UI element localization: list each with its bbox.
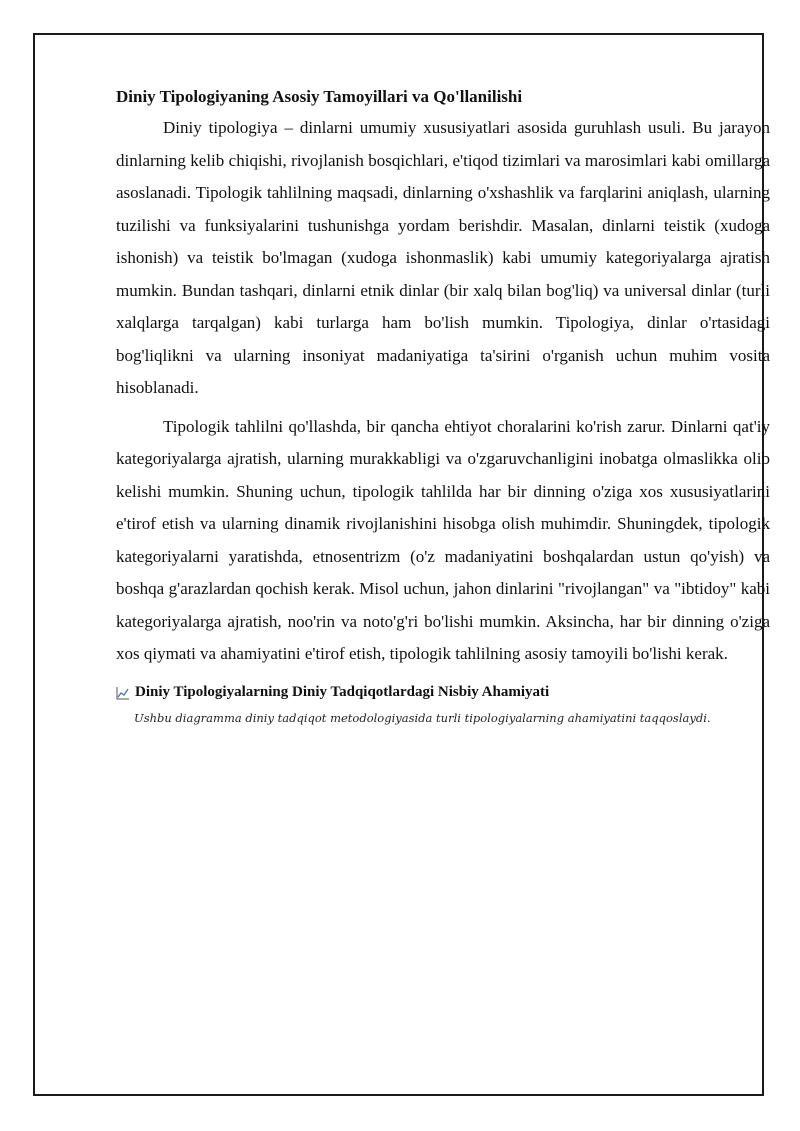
chart-subtitle: Ushbu diagramma diniy tadqiqot metodologiyasida turli tipologiyalarning ahamiyatini taqqoslaydi. xyxy=(134,710,711,725)
chart-caption xyxy=(116,681,770,703)
line-chart-icon xyxy=(116,685,130,699)
section-heading: Diniy Tipologiyaning Asosiy Tamoyillari va Qo'llanilishi xyxy=(116,87,523,106)
paragraph-2: Tipologik tahlilni qo'llashda, bir qancha ehtiyot choralarini ko'rish zarur. Dinlarni qat'iy kategoriyalarga ajratish, ularning murakkabligi va o'zgaruvchanligini inobatga olmaslikka olib kelishi mumkin. Shuning uchun, tipologik tahlilda har bir dinning o'ziga xos xususiyatlarini e'tirof etish va ularning dinamik rivojlanishini hisobga olish muhimdir. Shuningdek, tipologik kategoriyalarni yaratishda, etnosentrizm (o'z madaniyatini boshqalardan ustun qo'yish) va boshqa g'arazlardan qochish kerak. Misol uchun, jahon dinlarini "rivojlangan" va "ibtidoy" kabi kategoriyalarga ajratish, noo'rin va noto'g'ri bo'lishi mumkin. Aksincha, har bir dinning o'ziga xos qiymati va ahamiyatini e'tirof etish, tipologik tahlilning asosiy tamoyili bo'lishi kerak. xyxy=(116,416,770,663)
document-body xyxy=(116,84,770,727)
chart-title: Diniy Tipologiyalarning Diniy Tadqiqotlardagi Nisbiy Ahamiyati xyxy=(135,683,550,700)
paragraph-1: Diniy tipologiya – dinlarni umumiy xususiyatlari asosida guruhlash usuli. Bu jarayon dinlarning kelib chiqishi, rivojlanish bosqichlari, e'tiqod tizimlari va marosimlari kabi omillarga asoslanadi. Tipologik tahlilning maqsadi, dinlarning o'xshashlik va farqlarini aniqlash, ularning tuzilishi va funksiyalarini tushunishga yordam berishdir. Masalan, dinlarni teistik (xudoga ishonish) va teistik bo'lmagan (xudoga ishonmaslik) kabi umumiy kategoriyalarga ajratish mumkin. Bundan tashqari, dinlarni etnik dinlar (bir xalq bilan bog'liq) va universal dinlar (turli xalqlarga tarqalgan) kabi turlarga ham bo'lish mumkin. Tipologiya, dinlar o'rtasidagi bog'liqlikni va ularning insoniyat madaniyatiga ta'sirini o'rganish uchun muhim vosita hisoblanadi. xyxy=(116,118,770,397)
